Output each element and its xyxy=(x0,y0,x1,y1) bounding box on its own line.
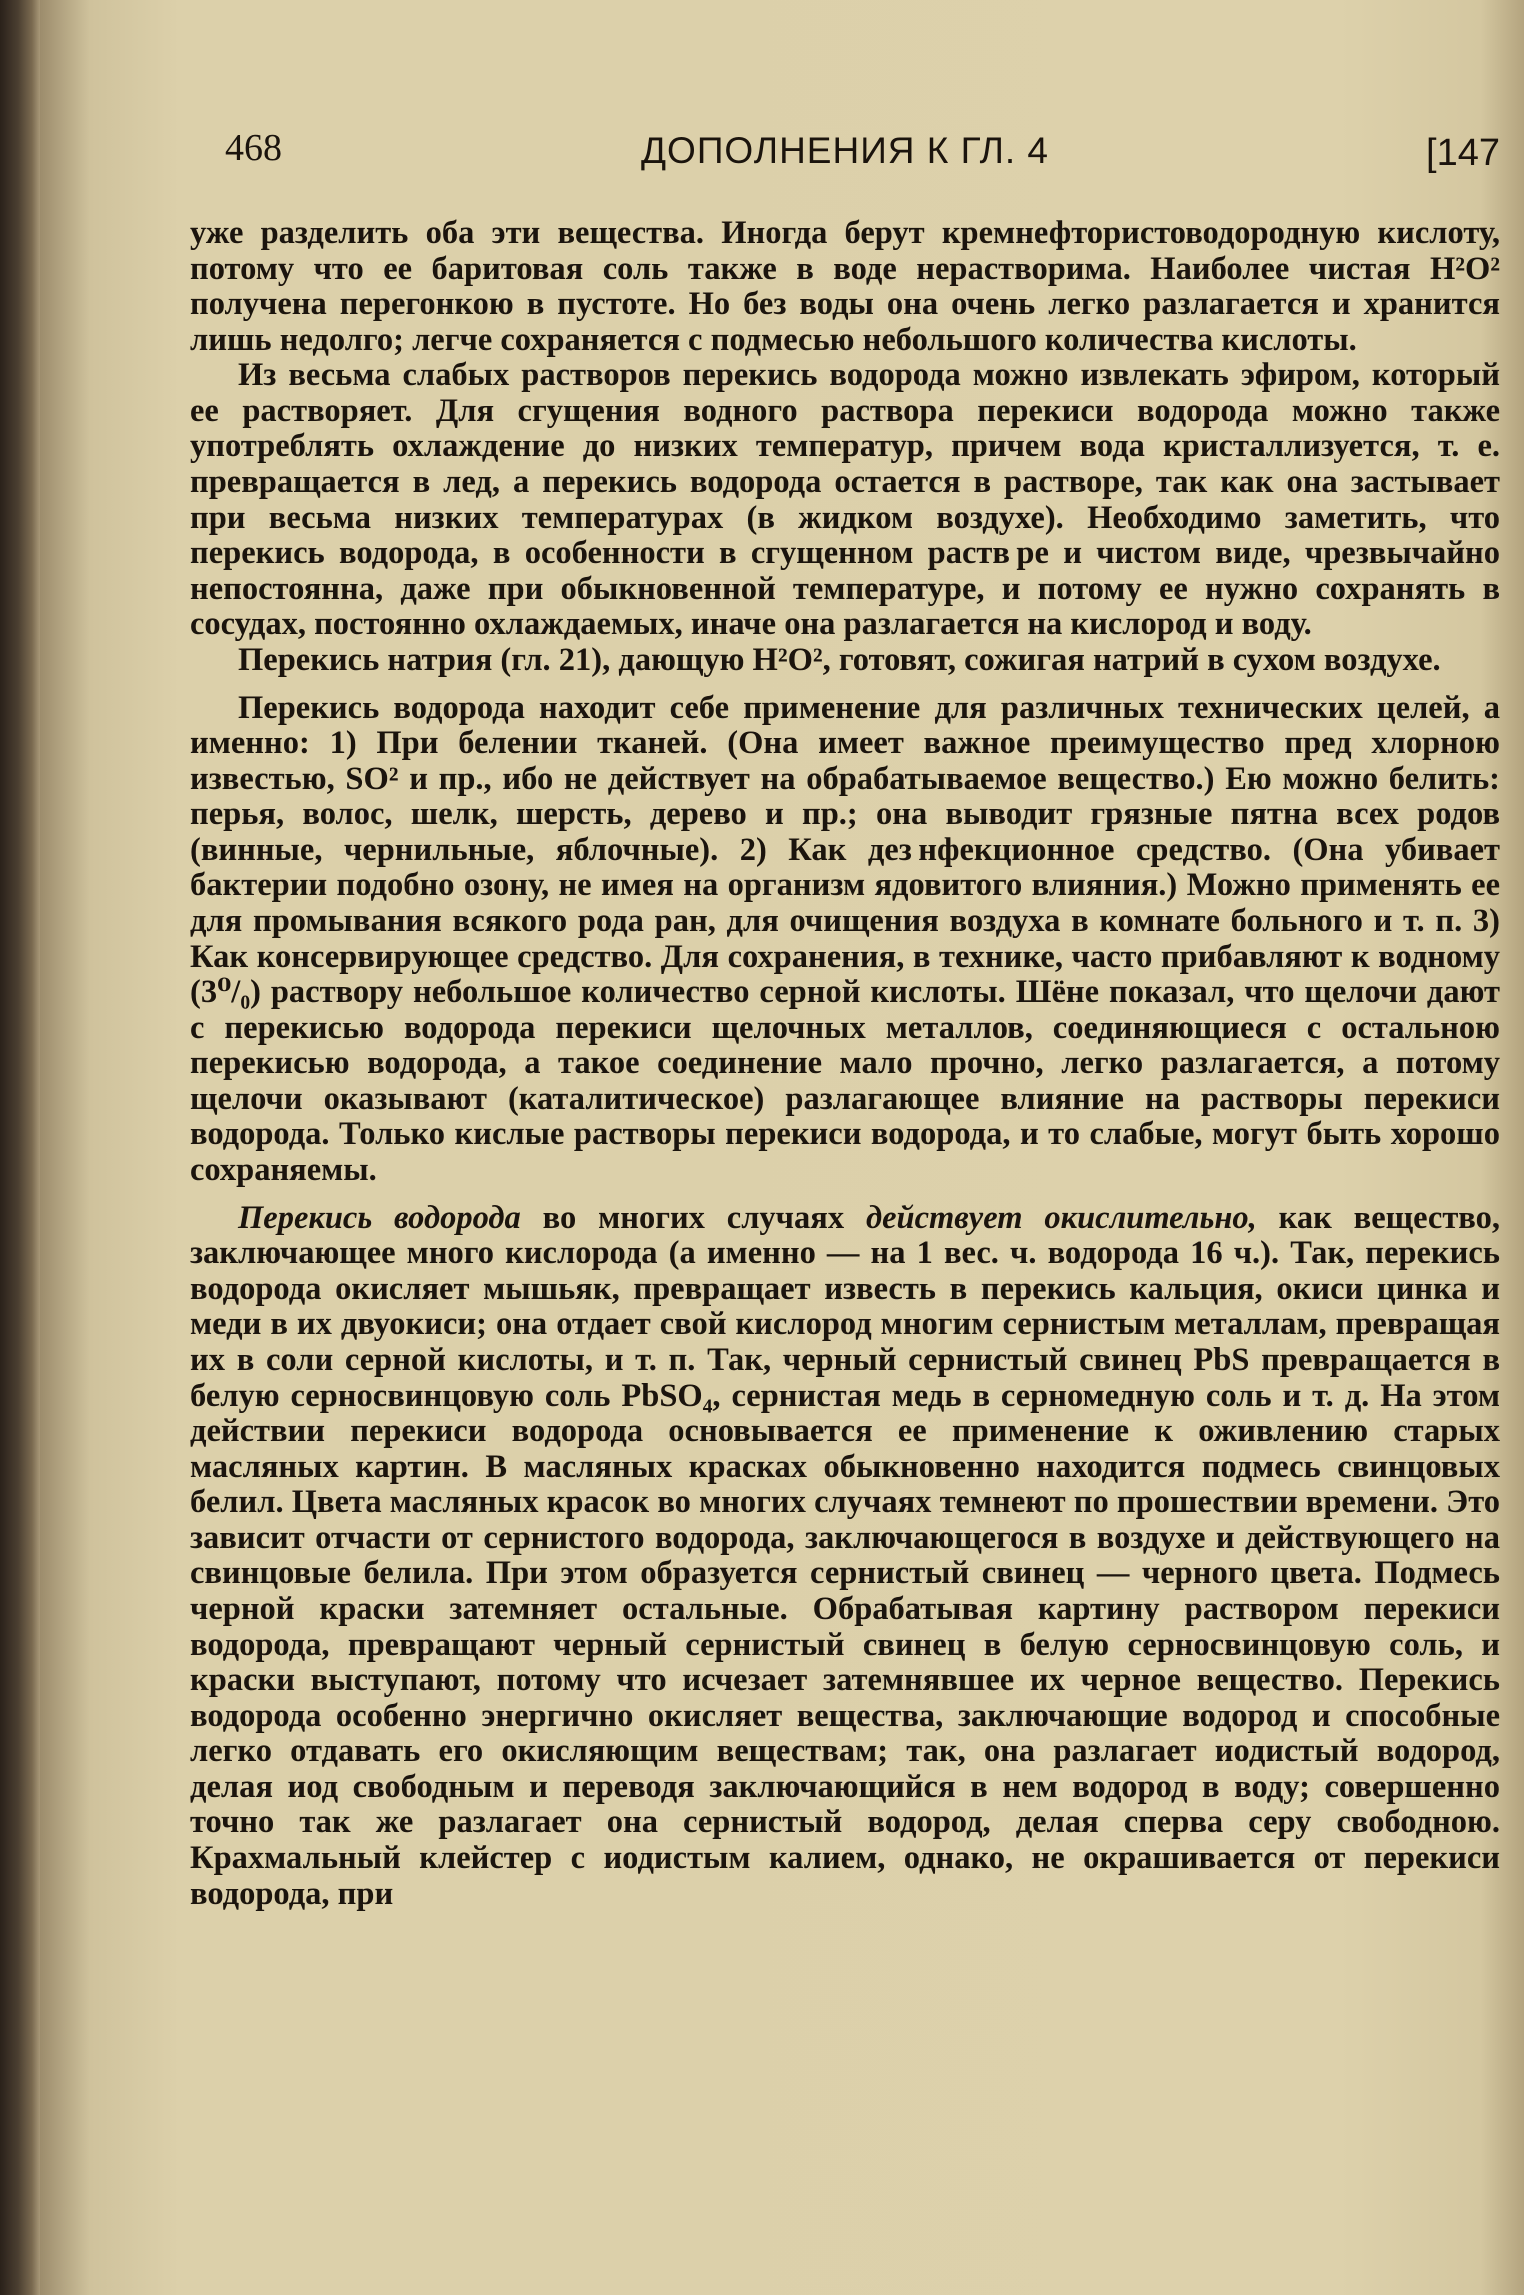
book-spine xyxy=(0,0,40,2295)
italic-phrase: действует окислительно, xyxy=(865,1199,1257,1236)
italic-term: Перекись водорода xyxy=(238,1199,521,1236)
page-number: 468 xyxy=(225,127,282,169)
page-content xyxy=(190,120,1500,1912)
paragraph-2: Из весьма слабых растворов перекись водорода можно извлекать эфиром, который ее растворяет. Для сгущения водного раствора перекиси водорода можно также употреблять охлаждение до низких температур, причем вода кристаллизуется, т. е. превращается в лед, а перекись водорода остается в растворе, так как она застывает при весьма низких температурах (в жидком воздухе). Необходимо заметить, что перекись водорода, в особенности в сгущенном раств ре и чистом виде, чрезвычайно непостоянна, даже при обыкновенной температуре, и потому ее нужно сохранять в сосудах, постоянно охлаждаемых, иначе она разлагается на кислород и воду. xyxy=(190,357,1500,643)
section-number: [147 xyxy=(1426,132,1500,174)
text-run: во многих случаях xyxy=(520,1199,866,1236)
book-page xyxy=(40,0,1524,2295)
running-header xyxy=(190,120,1500,190)
running-title: ДОПОЛНЕНИЯ К ГЛ. 4 xyxy=(641,130,1049,171)
paragraph-1: уже разделить оба эти вещества. Иногда берут кремнефтористоводородную кислоту, потому что ее баритовая соль также в воде нерастворима. Наиболее чистая H²O² получена перегонкою в пустоте. Но без воды она очень легко разлагается и хранится лишь недолго; легче сохраняется с подмесью небольшого количества кислоты. xyxy=(190,215,1500,358)
body-text xyxy=(190,216,1500,1912)
paragraph-4: Перекись водорода находит себе применение для различных технических целей, а именно: 1) При белении тканей. (Она имеет важное преимущество пред хлорною известью, SO² и пр., ибо не действует на обрабатываемое вещество.) Ею можно белить: перья, волос, шелк, шерсть, дерево и пр.; она выводит грязные пятна всех родов (винные, чернильные, яблочные). 2) Как дез нфекционное средство. (Она убивает бактерии подобно озону, не имея на организм ядовитого влияния.) Можно применять ее для промывания всякого рода ран, для очищения воздуха в комнате больного и т. п. 3) Как консервирующее средство. Для сохранения, в технике, часто прибавляют к водному (3⁰/₀) раствору небольшое количество серной кислоты. Шёне показал, что щелочи дают с перекисью водорода перекиси щелочных металлов, соединяющиеся с остальною перекисью водорода, а такое соединение мало прочно, легко разлагается, а потому щелочи оказывают (каталитическое) разлагающее влияние на растворы перекиси водорода. Только кислые растворы перекиси водорода, и то слабые, могут быть хорошо сохраняемы. xyxy=(190,689,1500,1189)
text-run: как вещество, заключающее много кислорода (а именно — на 1 вес. ч. водорода 16 ч.). Так, перекись водорода окисляет мышьяк, превращает известь в перекись кальция, окиси цинка и меди в их двуокиси; она отдает свой кислород многим сернистым металлам, превращая их в соли серной кислоты, и т. п. Так, черный сернистый свинец PbS превращается в белую серносвинцовую соль PbSO₄, сернистая медь в серномедную соль и т. д. На этом действии перекиси водорода основывается ее применение к оживлению старых масляных картин. В масляных красках обыкновенно находится подмесь свинцовых белил. Цвета масляных красок во многих случаях темнеют по прошествии времени. Это зависит отчасти от сернистого водорода, заключающегося в воздухе и действующего на свинцовые белила. При этом образуется сернистый свинец — черного цвета. Подмесь черной краски затемняет остальные. Обрабатывая картину раствором перекиси водорода, превращают черный сернистый свинец в белую серносвинцовую соль, и краски выступают, потому что исчезает затемнявшее их черное вещество. Перекись водорода особенно энергично окисляет вещества, заключающие водород и способные легко отдавать его окисляющим веществам; так, она разлагает иодистый водород, делая иод свободным и переводя заключающийся в нем водород в воду; совершенно точно так же разлагает она сернистый водород, делая сперва серу свободною. Крахмальный клейстер с иодистым калием, однако, не окрашивается от перекиси водорода, при xyxy=(190,1199,1500,1912)
paragraph-3: Перекись натрия (гл. 21), дающую H²O², готовят, сожигая натрий в сухом воздухе. xyxy=(238,641,1441,678)
paragraph-5 xyxy=(190,1201,1500,1913)
